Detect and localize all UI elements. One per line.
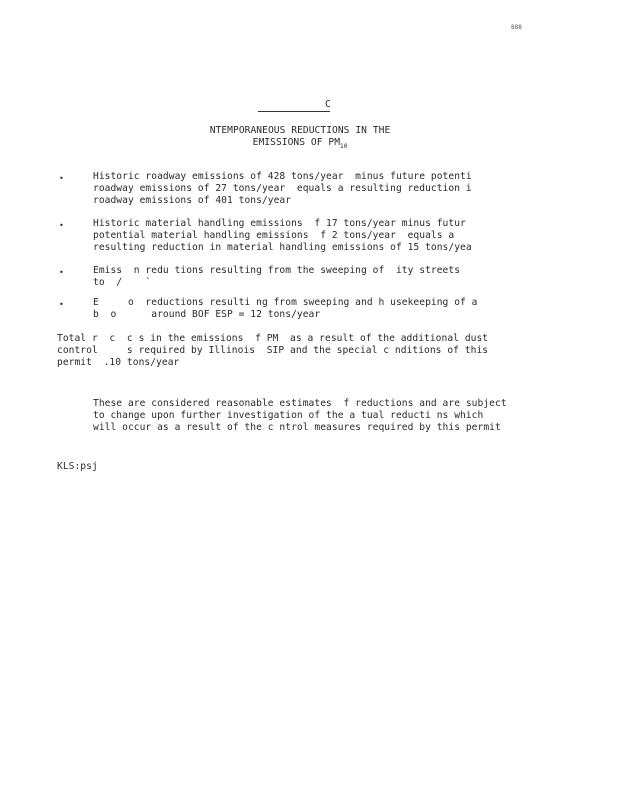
title-underline	[258, 99, 330, 112]
note-line-3: will occur as a result of the c ntrol measures required by this permit	[93, 422, 501, 433]
bullet-1-line-1: Historic roadway emissions of 428 tons/year minus future potenti	[93, 171, 472, 182]
bullet-marker: •	[59, 300, 64, 309]
bullet-1-line-3: roadway emissions of 401 tons/year	[93, 195, 292, 206]
note-line-1: These are considered reasonable estimates f reductions and are subject	[93, 398, 507, 409]
author-initials: KLS:psj	[57, 461, 98, 472]
bullet-marker: •	[59, 221, 64, 230]
total-line-3: permit .10 tons/year	[57, 357, 180, 368]
bullet-3-line-2: to / `	[93, 277, 152, 288]
bullet-2-line-2: potential material handling emissions f 2 tons/year equals a	[93, 230, 455, 241]
heading-line-2-text: EMISSIONS OF PM	[252, 137, 341, 148]
note-line-2: to change upon further investigation of the a tual reducti ns which	[93, 410, 484, 421]
bullet-1-line-2: roadway emissions of 27 tons/year equals a resulting reduction i	[93, 183, 472, 194]
bullet-4-line-2: b o around BOF ESP = 12 tons/year	[93, 309, 321, 320]
bullet-2-line-1: Historic material handling emissions f 17 tons/year minus futur	[93, 218, 466, 229]
bullet-4-line-1: E o reductions resulti ng from sweeping and h usekeeping of a	[93, 297, 478, 308]
bullet-3-line-1: Emiss n redu tions resulting from the sweeping of ity streets	[93, 265, 461, 276]
total-line-2: control s required by Illinois SIP and the special c nditions of this	[57, 345, 489, 356]
bullet-2-line-3: resulting reduction in material handling emissions of 15 tons/yea	[93, 242, 472, 253]
heading-line-2	[190, 137, 410, 149]
heading-line-1: NTEMPORANEOUS REDUCTIONS IN THE	[209, 125, 391, 136]
bullet-marker: •	[59, 268, 64, 277]
page-stamp: 888	[511, 24, 522, 31]
total-line-1: Total r c c s in the emissions f PM as a result of the additional dust	[57, 333, 489, 344]
pm-subscript: 10	[340, 142, 348, 150]
bullet-marker: •	[59, 174, 64, 183]
title-mark: C	[325, 99, 331, 110]
